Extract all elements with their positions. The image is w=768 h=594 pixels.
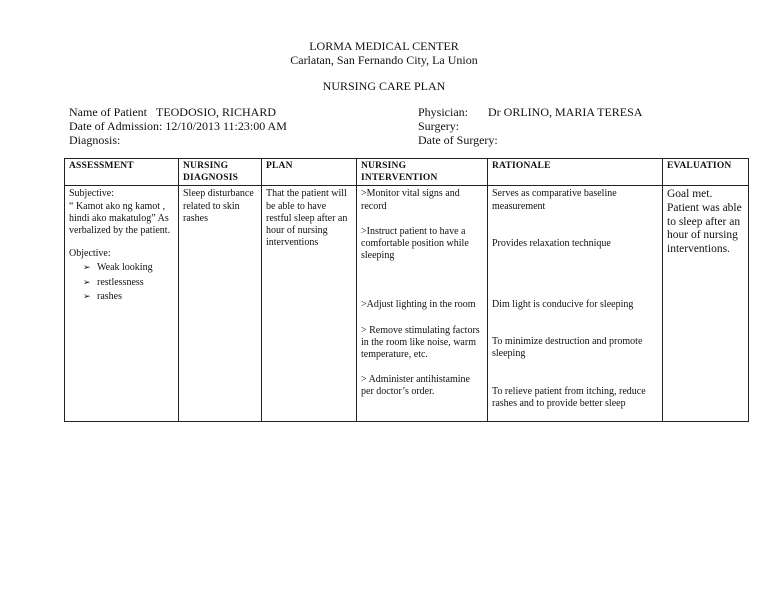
- intervention-item: > Administer antihistamine per doctor’s order.: [361, 374, 470, 398]
- table-row: [65, 186, 749, 422]
- nursing-diagnosis-cell: [179, 186, 262, 422]
- plan-cell: [262, 186, 357, 422]
- rationale-item: Serves as comparative baseline measurement: [492, 188, 617, 212]
- document-title: NURSING CARE PLAN: [322, 79, 446, 93]
- assessment-cell: [65, 186, 179, 422]
- physician-row: [418, 105, 468, 120]
- table-header-row: [65, 159, 749, 186]
- diagnosis-row: [69, 133, 120, 148]
- patient-name-value: TEODOSIO, RICHARD: [155, 105, 276, 119]
- plan-text: That the patient will be able to have restful sleep after an hour of nursing interventions: [266, 188, 348, 249]
- evaluation-text: Goal met. Patient was able to sleep after an hour of nursing interventions.: [667, 188, 742, 255]
- patient-name-row: [69, 105, 276, 120]
- patient-name-label: Name of Patient: [69, 105, 147, 119]
- intervention-item: >Monitor vital signs and record: [361, 188, 460, 212]
- objective-label: Objective:: [69, 248, 111, 260]
- nursing-diagnosis-header: NURSING DIAGNOSIS: [179, 159, 262, 186]
- assessment-header: ASSESSMENT: [65, 159, 179, 186]
- physician-value: Dr ORLINO, MARIA TERESA: [488, 105, 643, 119]
- physician-label: Physician:: [418, 105, 468, 119]
- rationale-item: Provides relaxation technique: [492, 237, 611, 249]
- admission-row: [69, 119, 287, 134]
- list-item: ➢ Weak looking: [83, 262, 153, 274]
- surgery-label: Surgery:: [418, 119, 460, 133]
- nursing-intervention-header: NURSING INTERVENTION: [357, 159, 488, 186]
- arrow-bullet-icon: ➢: [83, 291, 91, 302]
- rationale-item: To relieve patient from itching, reduce rashes and to provide better sleep: [492, 385, 646, 409]
- admission-value: 12/10/2013 11:23:00 AM: [165, 119, 287, 133]
- subjective-label: Subjective:: [69, 188, 114, 200]
- admission-label: Date of Admission:: [69, 119, 163, 133]
- subjective-text: “ Kamot ako ng kamot , hindi ako makatulog” As verbalized by the patient.: [69, 200, 171, 237]
- rationale-cell: [488, 186, 663, 422]
- rationale-item: Dim light is conducive for sleeping: [492, 299, 634, 311]
- diagnosis-text: Sleep disturbance related to skin rashes: [183, 188, 254, 224]
- surgery-date-label: Date of Surgery:: [418, 133, 498, 147]
- intervention-item: > Remove stimulating factors in the room like noise, warm temperature, etc.: [361, 324, 480, 361]
- arrow-bullet-icon: ➢: [83, 263, 91, 274]
- hospital-address: Carlatan, San Fernando City, La Union: [290, 53, 478, 67]
- list-item: ➢ restlessness: [83, 276, 144, 288]
- intervention-item: >Instruct patient to have a comfortable position while sleeping: [361, 225, 469, 262]
- intervention-cell: [357, 186, 488, 422]
- diagnosis-label: Diagnosis:: [69, 133, 121, 147]
- plan-header: PLAN: [262, 159, 357, 186]
- intervention-item: >Adjust lighting in the room: [361, 299, 476, 311]
- evaluation-header: EVALUATION: [663, 159, 749, 186]
- list-item: ➢ rashes: [83, 290, 122, 302]
- hospital-name: LORMA MEDICAL CENTER: [309, 39, 459, 53]
- objective-list: [83, 262, 174, 303]
- arrow-bullet-icon: ➢: [83, 277, 91, 288]
- evaluation-cell: [663, 186, 749, 422]
- rationale-header: RATIONALE: [488, 159, 663, 186]
- rationale-item: To minimize destruction and promote sleeping: [492, 336, 643, 360]
- care-plan-table: [64, 158, 749, 422]
